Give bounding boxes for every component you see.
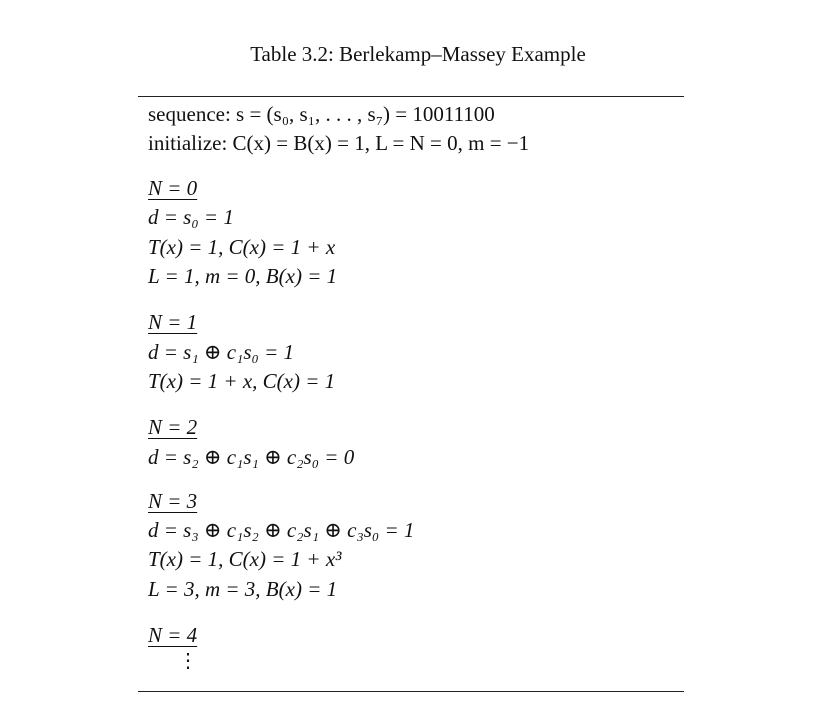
step-n2-line-1: d = s₂ ⊕ c₁s₁ ⊕ c₂s₀ = 0 <box>148 445 355 469</box>
step-heading-n2: N = 2 <box>148 415 198 439</box>
initialize-line: initialize: C(x) = B(x) = 1, L = N = 0, m = −1 <box>148 131 530 155</box>
step-heading-n0: N = 0 <box>148 176 198 200</box>
step-n1-line-1: d = s₁ ⊕ c₁s₀ = 1 <box>148 340 295 364</box>
table-top-rule <box>138 96 684 97</box>
step-n3-line-3: L = 3, m = 3, B(x) = 1 <box>148 577 338 601</box>
step-n3-line-2: T(x) = 1, C(x) = 1 + x³ <box>148 547 342 571</box>
sequence-line: sequence: s = (s₀, s₁, . . . , s₇) = 10011100 <box>148 102 495 126</box>
step-n0-line-2: T(x) = 1, C(x) = 1 + x <box>148 235 336 259</box>
step-heading-n4: N = 4 <box>148 623 198 647</box>
table-bottom-rule <box>138 691 684 692</box>
step-heading-n1: N = 1 <box>148 310 198 334</box>
continuation-vdots: ⋮ <box>178 648 198 672</box>
step-n0-line-3: L = 1, m = 0, B(x) = 1 <box>148 264 338 288</box>
step-heading-n3: N = 3 <box>148 489 198 513</box>
step-n1-line-2: T(x) = 1 + x, C(x) = 1 <box>148 369 336 393</box>
step-n3-line-1: d = s₃ ⊕ c₁s₂ ⊕ c₂s₁ ⊕ c₃s₀ = 1 <box>148 518 415 542</box>
step-n0-line-1: d = s₀ = 1 <box>148 205 234 229</box>
table-caption: Table 3.2: Berlekamp–Massey Example <box>250 42 586 66</box>
